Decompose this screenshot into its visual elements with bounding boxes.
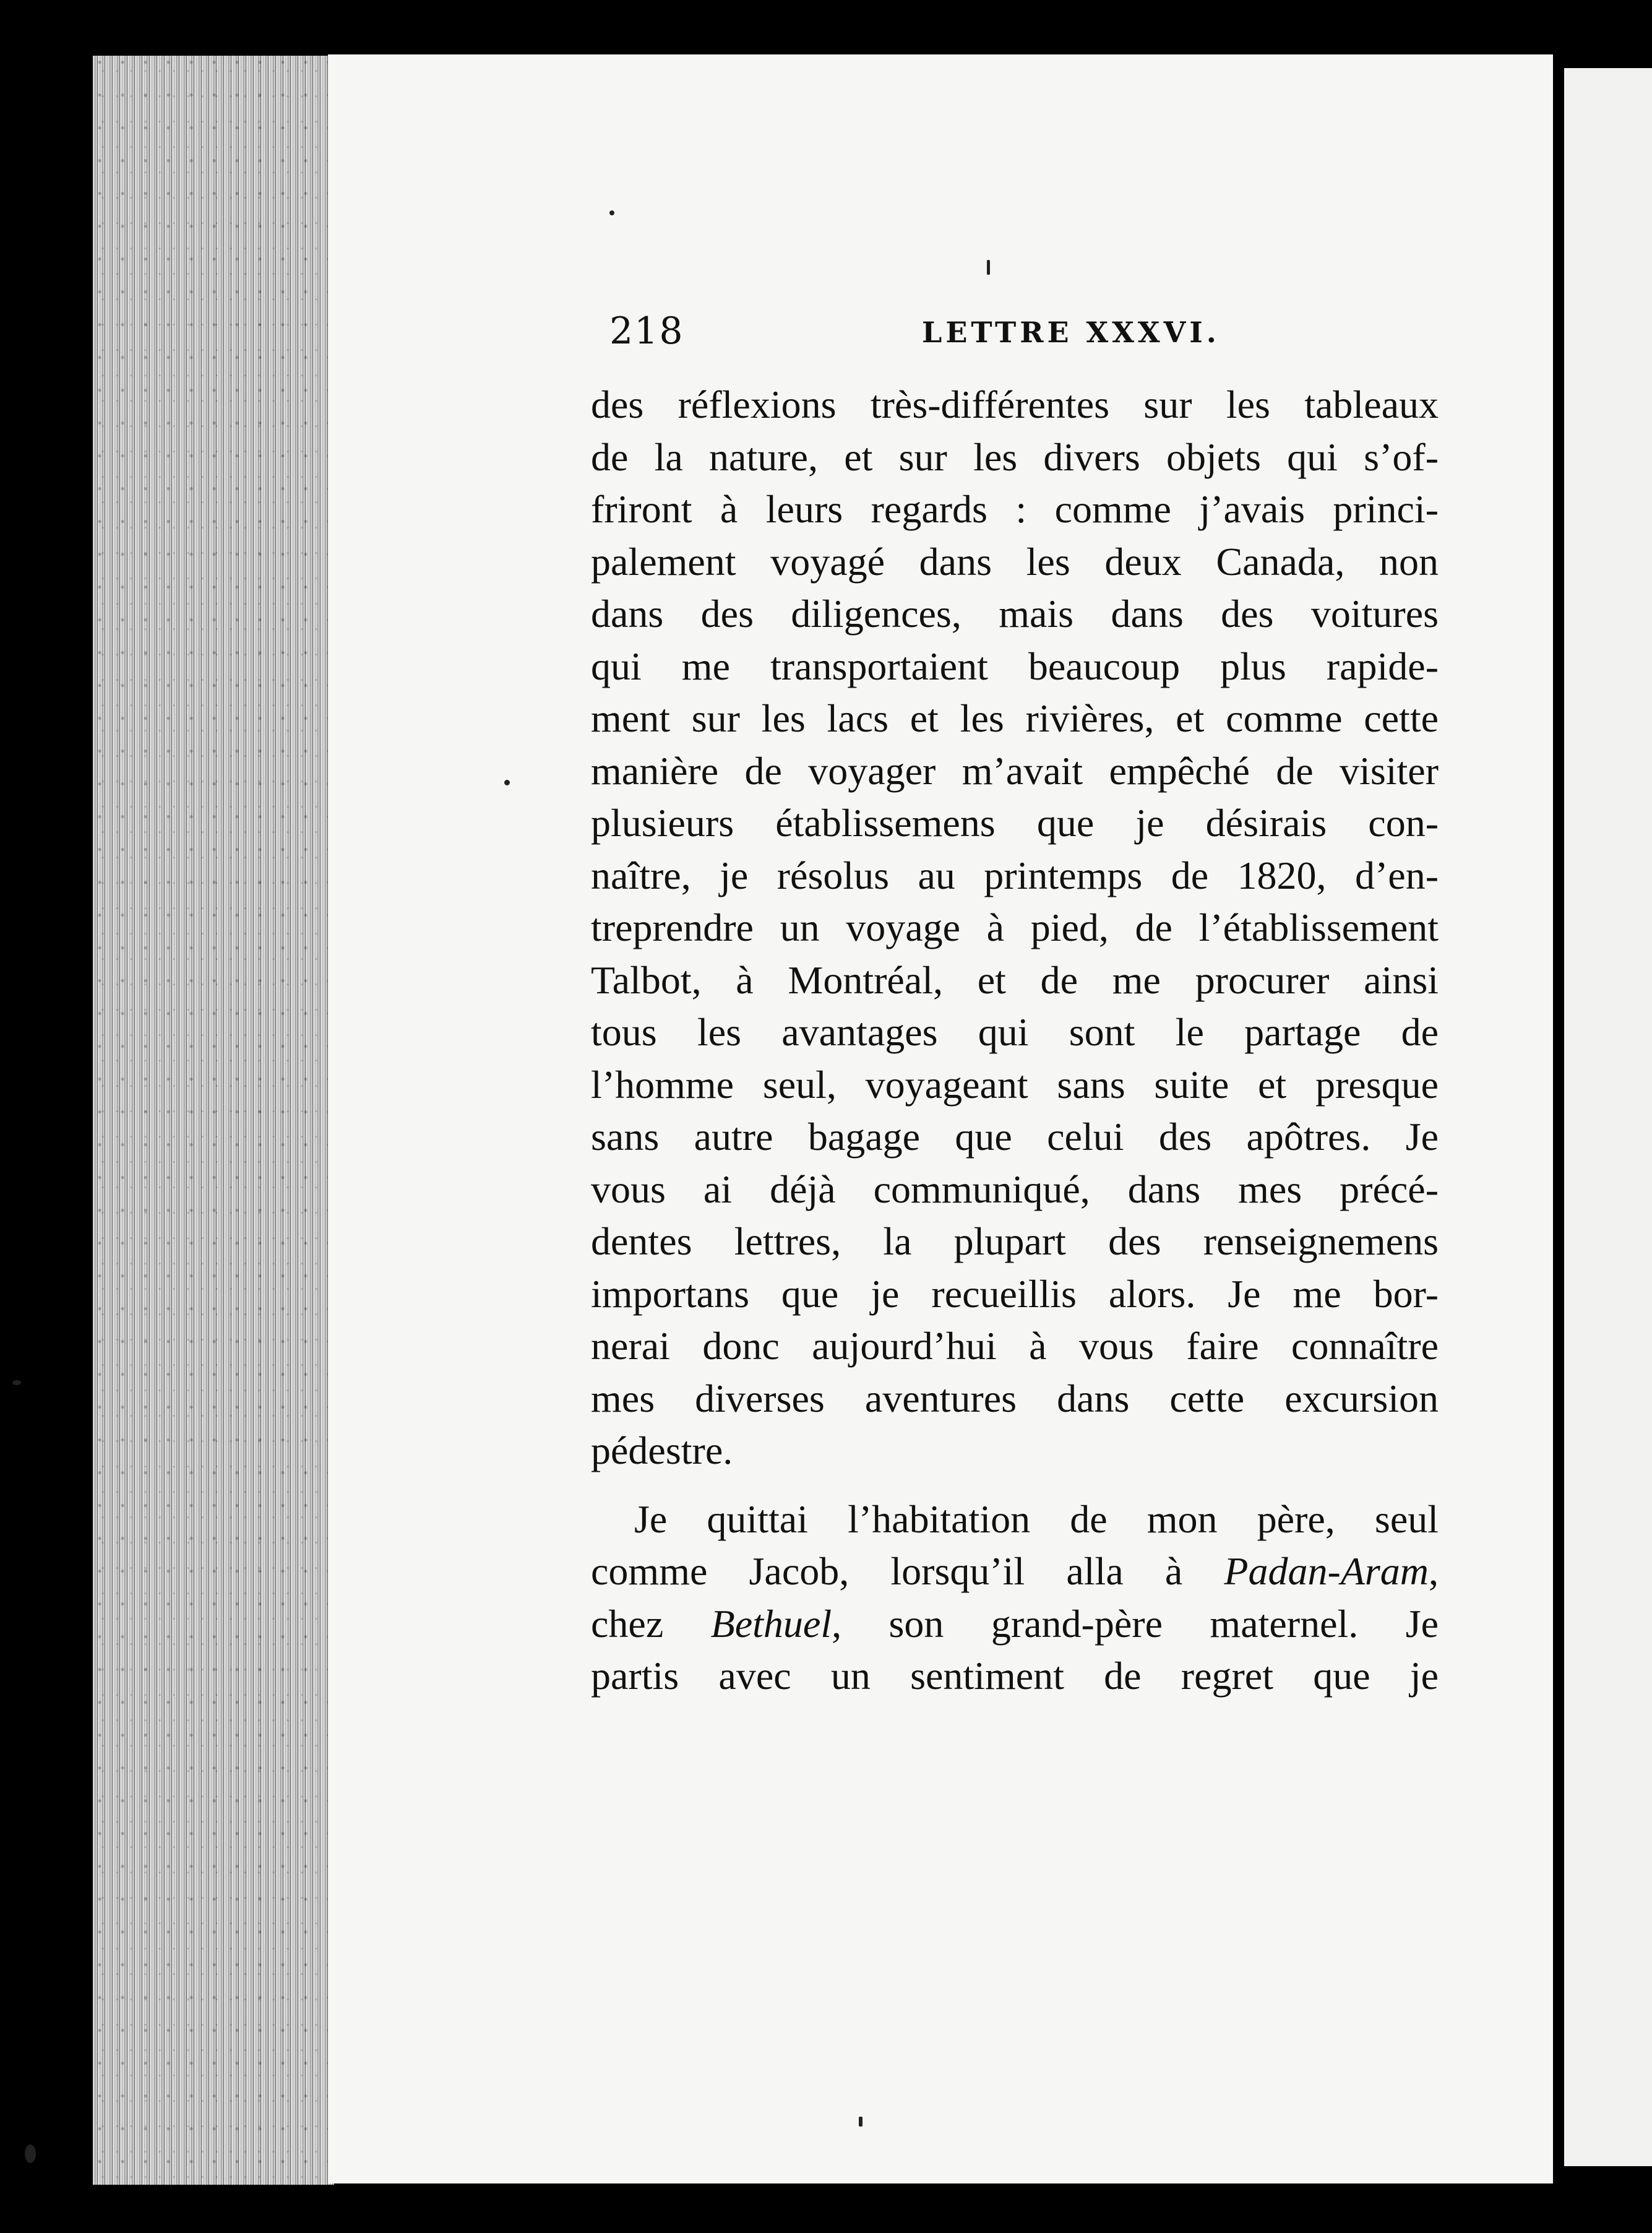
text-line: tous les avantages qui sont le partage de [591, 1010, 1439, 1054]
text-line: friront à leurs regards : comme j’avais princi- [591, 487, 1439, 531]
text-line: comme Jacob, lorsqu’il alla à Padan-Aram, [591, 1549, 1439, 1593]
ink-speck [859, 2117, 863, 2127]
text-line: dans des diligences, mais dans des voitures [591, 592, 1439, 636]
text-line: manière de voyager m’avait empêché de visiter [591, 748, 1439, 793]
text-line: naître, je résolus au printemps de 1820, d’en- [591, 853, 1439, 897]
book-page-edges [93, 56, 334, 2185]
ink-speck [25, 2144, 36, 2163]
text-line: palement voyagé dans les deux Canada, non [591, 539, 1439, 584]
body-text [591, 379, 1439, 1703]
text-line: pédestre. [591, 1428, 733, 1472]
text-line: Talbot, à Montréal, et de me procurer ainsi [591, 957, 1439, 1002]
text-line: de la nature, et sur les divers objets qui s’of- [591, 434, 1439, 479]
text-line: dentes lettres, la plupart des renseignemens [591, 1219, 1439, 1263]
text-line: importans que je recueillis alors. Je me bor- [591, 1271, 1439, 1316]
text-line: nerai donc aujourd’hui à vous faire connaître [591, 1324, 1439, 1368]
text-line: treprendre un voyage à pied, de l’établissement [591, 905, 1439, 949]
text-line: ment sur les lacs et les rivières, et comme cette [591, 696, 1439, 740]
running-head-title: LETTRE XXXVI. [922, 316, 1220, 349]
ink-speck [609, 210, 614, 215]
text-line: qui me transportaient beaucoup plus rapide- [591, 644, 1439, 688]
text-line: plusieurs établissemens que je désirais con- [591, 801, 1439, 845]
page-number: 218 [609, 309, 684, 353]
text-line: des réflexions très-différentes sur les tableaux [591, 382, 1439, 426]
ink-speck [12, 1380, 21, 1385]
paragraph-first-line: Je quittai l’habitation de mon père, seul [634, 1497, 1439, 1541]
facing-page-edge [1564, 68, 1652, 2166]
gutter-shadow [1553, 54, 1564, 2183]
text-line: partis avec un sentiment de regret que je [591, 1654, 1439, 1698]
text-line: vous ai déjà communiqué, dans mes précé- [591, 1167, 1439, 1211]
ink-speck [504, 780, 510, 785]
person-name: Bethuel [710, 1601, 832, 1646]
text-line: sans autre bagage que celui des apôtres. Je [591, 1115, 1439, 1159]
text-line: l’homme seul, voyageant sans suite et presque [591, 1062, 1439, 1107]
place-name: Padan-Aram [1224, 1549, 1429, 1593]
ink-speck [987, 260, 990, 275]
running-head [609, 309, 1426, 378]
text-line: mes diverses aventures dans cette excursion [591, 1376, 1439, 1420]
text-line: chez Bethuel, son grand-père maternel. Je [591, 1601, 1439, 1646]
